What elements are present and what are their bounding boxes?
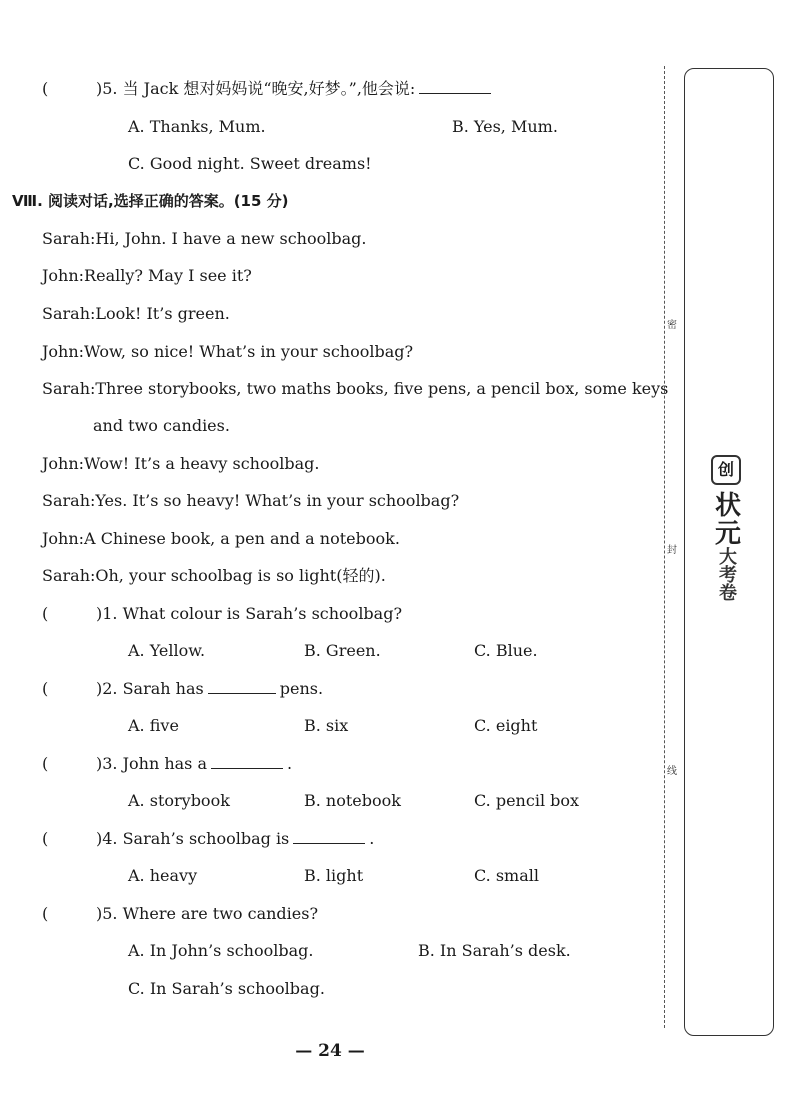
option-b: B. notebook <box>304 791 401 810</box>
dialogue-line: Sarah:Look! It’s green. <box>42 304 230 323</box>
question-stem <box>96 679 323 699</box>
question-stem <box>96 754 292 774</box>
question-stem: )1. What colour is Sarah’s schoolbag? <box>96 604 403 623</box>
option-a: A. five <box>128 716 179 735</box>
option-b: B. In Sarah’s desk. <box>418 941 571 960</box>
option-a: A. Yellow. <box>128 641 206 660</box>
dialogue-line: Sarah:Three storybooks, two maths books, five pens, a pencil box, some keys <box>42 379 669 398</box>
question-text: . <box>287 754 293 773</box>
answer-paren: ( <box>42 679 49 698</box>
logo-text: 状元 <box>710 491 741 547</box>
seal-label: 线 <box>667 766 677 777</box>
section-title: Ⅷ. 阅读对话,选择正确的答案。(15 分) <box>12 192 289 210</box>
answer-paren: ( <box>42 79 49 98</box>
option-c: C. pencil box <box>474 791 580 810</box>
dialogue-line: Sarah:Yes. It’s so heavy! What’s in your schoolbag? <box>42 491 460 510</box>
question-stem: )5. Where are two candies? <box>96 904 319 923</box>
logo-text: 大考卷 <box>716 547 737 601</box>
answer-paren: ( <box>42 604 49 623</box>
answer-paren: ( <box>42 904 49 923</box>
option-a: A. Thanks, Mum. <box>128 117 266 136</box>
question-text: . <box>369 829 375 848</box>
option-c: C. small <box>474 866 539 885</box>
answer-blank <box>208 679 276 694</box>
answer-paren: ( <box>42 829 49 848</box>
question-text: pens. <box>279 679 324 698</box>
option-c: C. Blue. <box>474 641 538 660</box>
answer-paren: ( <box>42 754 49 773</box>
page-number: — 24 — <box>295 1041 365 1061</box>
question-stem <box>96 829 374 849</box>
option-c: C. eight <box>474 716 538 735</box>
binding-line <box>664 66 665 1028</box>
question-text: )2. Sarah has <box>96 679 204 698</box>
option-a: A. heavy <box>128 866 198 885</box>
option-b: B. Green. <box>304 641 381 660</box>
question-text: )3. John has a <box>96 754 208 773</box>
question-stem <box>96 79 495 99</box>
dialogue-line: Sarah:Hi, John. I have a new schoolbag. <box>42 229 367 248</box>
answer-blank <box>293 829 365 844</box>
option-a: A. In John’s schoolbag. <box>128 941 314 960</box>
dialogue-line: Sarah:Oh, your schoolbag is so light(轻的). <box>42 566 386 585</box>
question-text: )4. Sarah’s schoolbag is <box>96 829 290 848</box>
seal-label: 密 <box>667 320 677 331</box>
seal-label: 封 <box>667 545 677 556</box>
option-a: A. storybook <box>128 791 230 810</box>
dialogue-line: John:Wow! It’s a heavy schoolbag. <box>42 454 320 473</box>
dialogue-line: John:A Chinese book, a pen and a notebook. <box>42 529 400 548</box>
answer-blank <box>211 754 283 769</box>
option-b: B. six <box>304 716 349 735</box>
answer-blank <box>419 79 491 94</box>
question-text: )5. 当 Jack 想对妈妈说“晚安,好梦。”,他会说: <box>96 79 416 98</box>
option-c: C. Good night. Sweet dreams! <box>128 154 372 173</box>
dialogue-line: and two candies. <box>93 416 230 435</box>
dialogue-line: John:Really? May I see it? <box>42 266 252 285</box>
dialogue-line: John:Wow, so nice! What’s in your schoolbag? <box>42 342 414 361</box>
option-b: B. Yes, Mum. <box>452 117 558 136</box>
brand-logo <box>706 455 746 655</box>
option-c: C. In Sarah’s schoolbag. <box>128 979 325 998</box>
option-b: B. light <box>304 866 364 885</box>
logo-icon: 创 <box>711 455 741 485</box>
